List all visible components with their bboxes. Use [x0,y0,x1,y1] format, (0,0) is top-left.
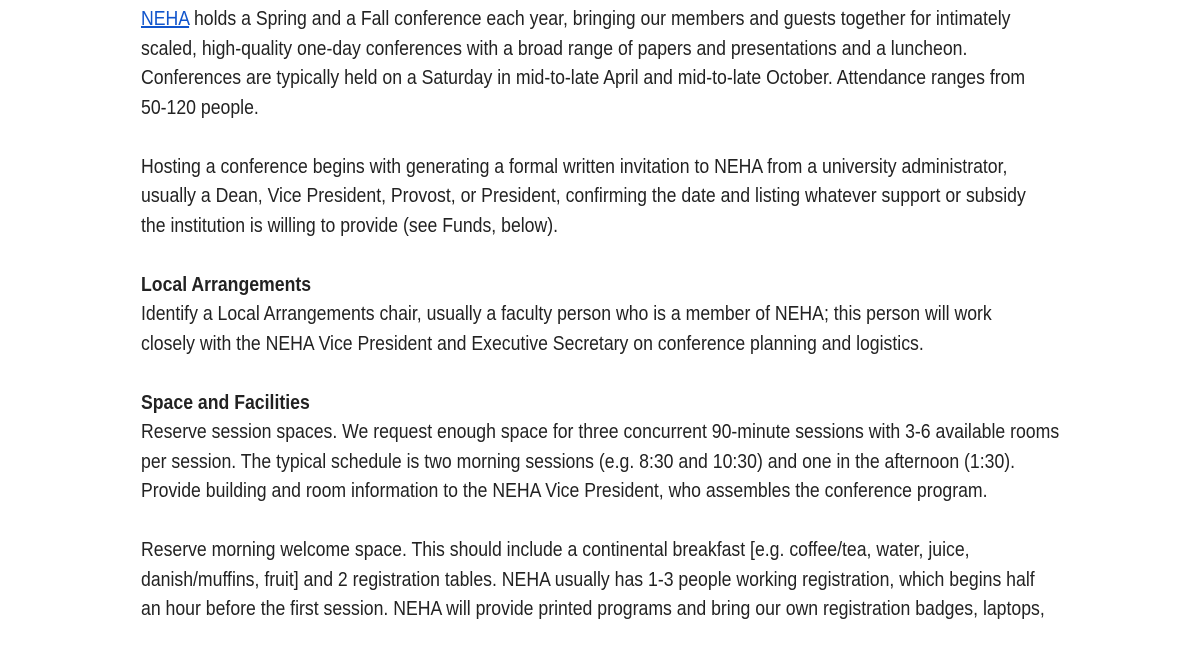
hosting-line-1: Hosting a conference begins with generating a formal written invitation to NEHA from a university administrator, [141,155,1008,178]
welcome-space-line-2: danish/muffins, fruit] and 2 registration tables. NEHA usually has 1-3 people working registration, which begins half [141,568,1035,591]
space-facilities-line-3: Provide building and room information to the NEHA Vice President, who assembles the conference program. [141,480,988,502]
intro-line-1 [141,5,1011,35]
intro-line-2: scaled, high-quality one-day conferences with a broad range of papers and presentations and a luncheon. [141,37,968,60]
intro-paragraph [141,5,1026,123]
local-arrangements-line-2: closely with the NEHA Vice President and Executive Secretary on conference planning and logistics. [141,332,924,355]
welcome-space-line-1: Reserve morning welcome space. This should include a continental breakfast [e.g. coffee/tea, water, juice, [141,539,970,561]
space-facilities-heading: Space and Facilities [141,391,310,414]
hosting-paragraph [141,153,1026,242]
intro-line-1-text: holds a Spring and a Fall conference each year, bringing our members and guests together for intimately [189,8,1011,30]
neha-link[interactable]: NEHA [141,8,190,30]
intro-line-4: 50-120 people. [141,96,259,119]
local-arrangements-section [141,271,992,360]
local-arrangements-heading: Local Arrangements [141,273,312,296]
document-body [141,5,1060,654]
space-facilities-line-1: Reserve session spaces. We request enough space for three concurrent 90-minute sessions with 3-6 available rooms [141,421,1060,443]
space-facilities-section [141,389,1060,507]
space-facilities-line-2: per session. The typical schedule is two morning sessions (e.g. 8:30 and 10:30) and one in the afternoon (1:30). [141,450,1016,473]
intro-line-3: Conferences are typically held on a Saturday in mid-to-late April and mid-to-late October. Attendance ranges from [141,67,1026,89]
hosting-line-2: usually a Dean, Vice President, Provost, or President, confirming the date and listing whatever support or subsidy [141,185,1026,207]
hosting-line-3: the institution is willing to provide (see Funds, below). [141,214,559,237]
welcome-space-line-3: an hour before the first session. NEHA will provide printed programs and bring our own registration badges, laptops, [141,598,1045,620]
local-arrangements-line-1: Identify a Local Arrangements chair, usually a faculty person who is a member of NEHA; this person will work [141,303,992,325]
welcome-space-paragraph [141,536,1045,625]
